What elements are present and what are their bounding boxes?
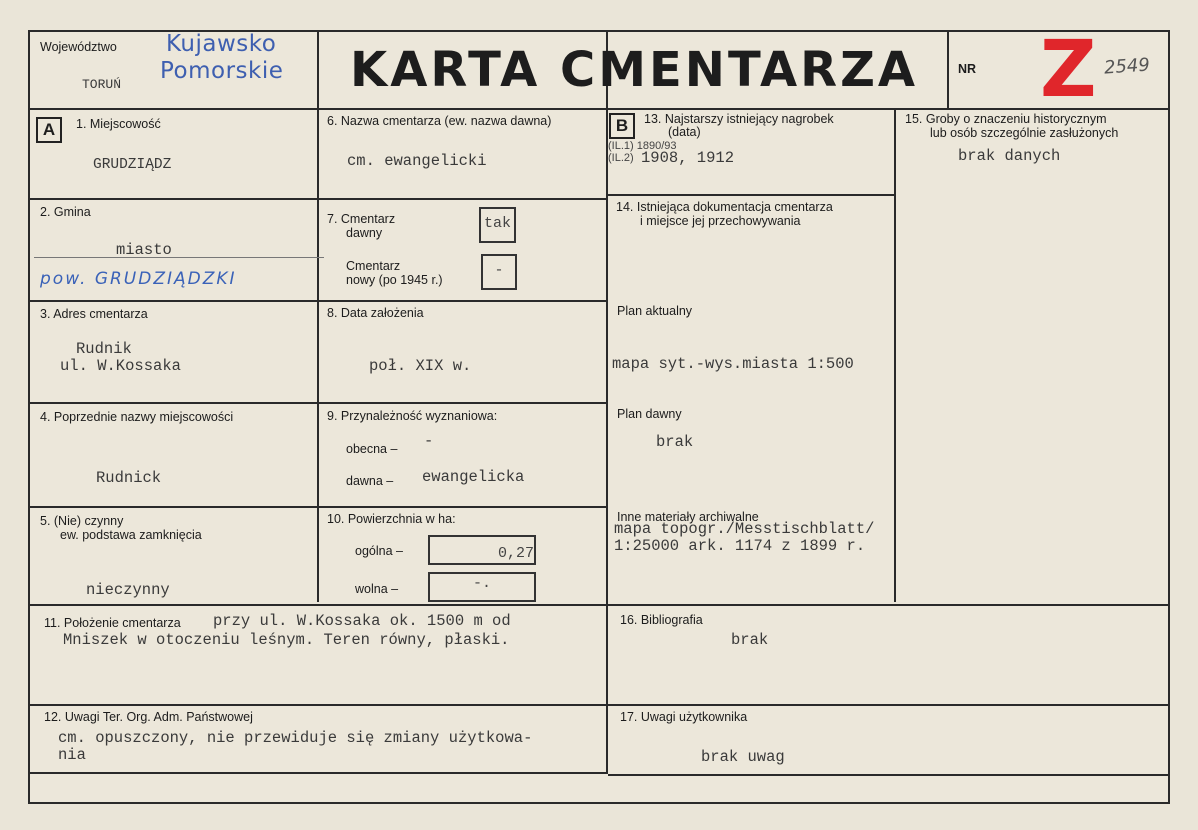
field-12-value-line1: cm. opuszczony, nie przewiduje się zmiany użytkowa- xyxy=(58,729,533,747)
plan-current-label: Plan aktualny xyxy=(617,304,693,318)
divider xyxy=(30,300,606,302)
field-6-label: 6. Nazwa cmentarza (ew. nazwa dawna) xyxy=(327,114,552,128)
divider xyxy=(947,32,949,108)
field-9-label: 9. Przynależność wyznaniowa: xyxy=(327,409,498,423)
field-10-free-label: wolna – xyxy=(355,582,399,596)
divider xyxy=(30,704,1168,706)
field-7-new-box: - xyxy=(481,254,517,290)
field-16-value: brak xyxy=(731,631,769,649)
plan-current-value: mapa syt.-wys.miasta 1:500 xyxy=(612,355,854,373)
field-2-label: 2. Gmina xyxy=(40,205,91,219)
field-15-value: brak danych xyxy=(958,147,1061,165)
divider xyxy=(34,257,324,258)
field-10-total-label: ogólna – xyxy=(355,544,403,558)
field-2-value: miasto xyxy=(116,241,172,259)
field-12-value-line2: nia xyxy=(58,746,86,764)
divider xyxy=(894,108,896,602)
other-materials-value-line1: mapa topogr./Messtischblatt/ xyxy=(614,520,875,538)
field-17-label: 17. Uwagi użytkownika xyxy=(620,710,748,724)
field-13-value: 1908, 1912 xyxy=(641,149,735,167)
field-10-free-box: -. xyxy=(428,572,536,602)
divider xyxy=(30,772,608,774)
divider xyxy=(317,32,319,602)
field-9-former-value: ewangelicka xyxy=(422,468,525,486)
field-13-label-line1: 13. Najstarszy istniejący nagrobek xyxy=(644,112,834,126)
field-14-label-line1: 14. Istniejąca dokumentacja cmentarza xyxy=(616,200,833,214)
section-a-marker: A xyxy=(36,117,62,143)
field-14-label-line2: i miejsce jej przechowywania xyxy=(640,214,801,228)
field-1-label: 1. Miejscowość xyxy=(76,117,161,131)
field-4-label: 4. Poprzednie nazwy miejscowości xyxy=(40,410,234,424)
field-1-value: GRUDZIĄDZ xyxy=(93,157,172,173)
field-5-value: nieczynny xyxy=(86,581,170,599)
field-7-new-label-line2: nowy (po 1945 r.) xyxy=(346,273,443,287)
field-7-old-label-line2: dawny xyxy=(346,226,383,240)
divider xyxy=(30,108,1168,110)
field-17-value: brak uwag xyxy=(701,748,785,766)
field-2-handwritten-note: pow. GRUDZIĄDZKI xyxy=(40,269,237,289)
voivodeship-label: Województwo xyxy=(40,40,117,54)
field-9-former-label: dawna – xyxy=(346,474,394,488)
field-6-value: cm. ewangelicki xyxy=(347,152,487,170)
field-12-label: 12. Uwagi Ter. Org. Adm. Państwowej xyxy=(44,710,253,724)
voivodeship-typed: TORUŃ xyxy=(82,77,122,92)
field-10-total-box: 0,27 xyxy=(428,535,536,565)
divider xyxy=(30,604,1168,606)
field-13-note-1: (IL.1) 1890/93 xyxy=(608,140,677,152)
field-15-label-line2: lub osób szczególnie zasłużonych xyxy=(930,126,1119,140)
field-9-current-label: obecna – xyxy=(346,442,398,456)
divider xyxy=(606,194,894,196)
field-11-label: 11. Położenie cmentarza xyxy=(44,616,181,630)
field-13-label-line2: (data) xyxy=(668,125,701,139)
field-7-new-label-line1: Cmentarz xyxy=(346,259,401,273)
field-5-label-line2: ew. podstawa zamknięcia xyxy=(60,528,202,542)
field-3-value-line1: Rudnik xyxy=(76,340,132,358)
section-b-marker: B xyxy=(609,113,635,139)
field-16-label: 16. Bibliografia xyxy=(620,613,703,627)
field-3-value-line2: ul. W.Kossaka xyxy=(60,357,181,375)
divider xyxy=(608,774,1168,776)
nr-handwritten: 2549 xyxy=(1103,54,1151,79)
field-13-note-2: (IL.2) xyxy=(608,152,634,164)
field-15-label-line1: 15. Groby o znaczeniu historycznym xyxy=(905,112,1107,126)
field-3-label: 3. Adres cmentarza xyxy=(40,307,148,321)
plan-former-value: brak xyxy=(656,433,694,451)
page-title: KARTA CMENTARZA xyxy=(350,42,919,98)
other-materials-label: Inne materiały archiwalne xyxy=(617,510,759,524)
field-11-value-line1: przy ul. W.Kossaka ok. 1500 m od xyxy=(213,612,511,630)
plan-former-label: Plan dawny xyxy=(617,407,682,421)
field-11-value-line2: Mniszek w otoczeniu leśnym. Teren równy, płaski. xyxy=(63,631,510,649)
divider xyxy=(30,402,606,404)
nr-label: NR xyxy=(958,62,977,76)
other-materials-value-line2: 1:25000 ark. 1174 z 1899 r. xyxy=(614,537,866,555)
field-8-label: 8. Data założenia xyxy=(327,306,424,320)
voivodeship-stamp-line2: Pomorskie xyxy=(160,58,284,84)
field-5-label-line1: 5. (Nie) czynny xyxy=(40,514,124,528)
field-7-old-box: tak xyxy=(479,207,516,243)
field-8-value: poł. XIX w. xyxy=(369,357,472,375)
divider xyxy=(30,506,606,508)
voivodeship-stamp-line1: Kujawsko xyxy=(166,31,277,57)
field-9-current-value: - xyxy=(424,432,434,450)
nr-stamp-letter: Z xyxy=(1040,25,1097,115)
field-10-label: 10. Powierzchnia w ha: xyxy=(327,512,456,526)
field-7-old-label-line1: 7. Cmentarz xyxy=(327,212,396,226)
divider xyxy=(30,198,606,200)
field-4-value: Rudnick xyxy=(96,469,162,487)
